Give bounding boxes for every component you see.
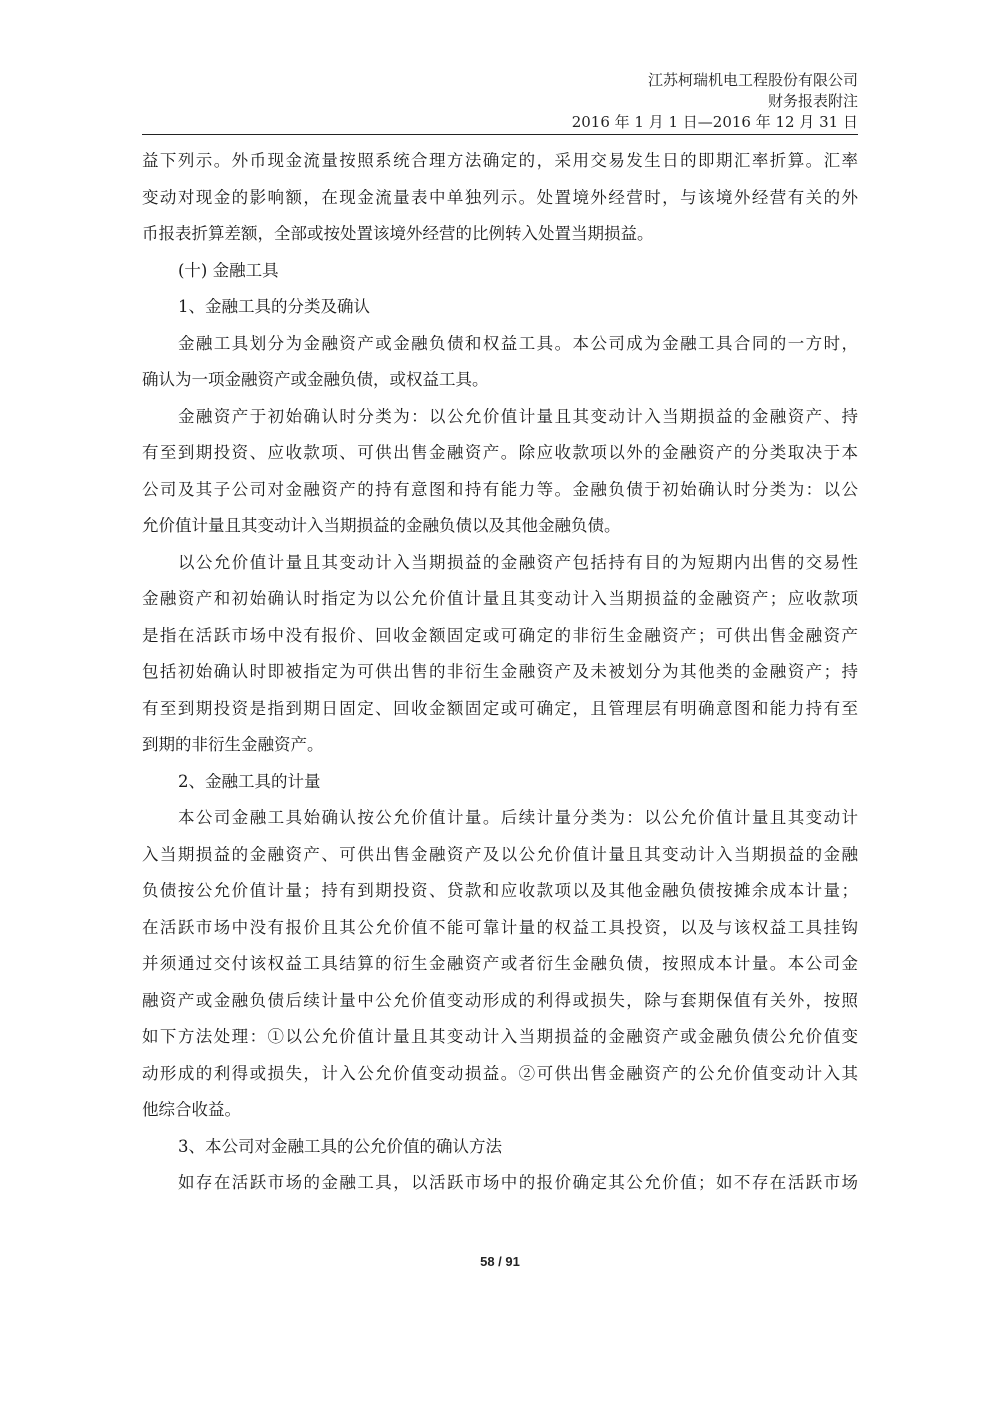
subsection-heading: 3、本公司对金融工具的公允价值的确认方法	[178, 1136, 502, 1156]
header-divider	[142, 134, 858, 135]
subsection-heading: 2、金融工具的计量	[178, 771, 321, 791]
body-line: 公司及其子公司对金融资产的持有意图和持有能力等。金融负债于初始确认时分类为：以公	[142, 479, 858, 499]
company-name: 江苏柯瑞机电工程股份有限公司	[647, 71, 858, 89]
body-line: 金融工具划分为金融资产或金融负债和权益工具。本公司成为金融工具合同的一方时，	[178, 333, 858, 353]
body-line: 以公允价值计量且其变动计入当期损益的金融资产包括持有目的为短期内出售的交易性	[178, 552, 858, 572]
page-header	[572, 70, 858, 133]
body-line: 变动对现金的影响额，在现金流量表中单独列示。处置境外经营时，与该境外经营有关的外	[142, 187, 858, 207]
body-line: 他综合收益。	[142, 1100, 241, 1119]
body-line: 负债按公允价值计量；持有到期投资、贷款和应收款项以及其他金融负债按摊余成本计量；	[142, 881, 858, 900]
document-body	[142, 143, 858, 1202]
body-line: 如下方法处理：①以公允价值计量且其变动计入当期损益的金融资产或金融负债公允价值变	[142, 1027, 858, 1046]
section-heading: (十) 金融工具	[178, 260, 279, 280]
body-line: 金融资产于初始确认时分类为：以公允价值计量且其变动计入当期损益的金融资产、持	[178, 406, 858, 426]
body-line: 如存在活跃市场的金融工具，以活跃市场中的报价确定其公允价值；如不存在活跃市场	[178, 1173, 858, 1192]
body-line: 有至到期投资是指到期日固定、回收金额固定或可确定，且管理层有明确意图和能力持有至	[142, 698, 858, 718]
body-line: 本公司金融工具始确认按公允价值计量。后续计量分类为：以公允价值计量且其变动计	[178, 808, 858, 827]
body-line: 动形成的利得或损失，计入公允价值变动损益。②可供出售金融资产的公允价值变动计入其	[142, 1063, 858, 1083]
body-line: 在活跃市场中没有报价且其公允价值不能可靠计量的权益工具投资，以及与该权益工具挂钩	[142, 917, 858, 937]
body-line: 益下列示。外币现金流量按照系统合理方法确定的，采用交易发生日的即期汇率折算。汇率	[142, 151, 858, 170]
subsection-heading: 1、金融工具的分类及确认	[178, 297, 370, 316]
body-line: 并须通过交付该权益工具结算的衍生金融资产或者衍生金融负债，按照成本计量。本公司金	[142, 954, 858, 973]
body-line: 包括初始确认时即被指定为可供出售的非衍生金融资产及未被划分为其他类的金融资产；持	[142, 662, 858, 681]
body-line: 确认为一项金融资产或金融负债，或权益工具。	[142, 370, 489, 389]
body-line: 是指在活跃市场中没有报价、回收金额固定或可确定的非衍生金融资产；可供出售金融资产	[142, 625, 858, 645]
body-line: 入当期损益的金融资产、可供出售金融资产及以公允价值计量且其变动计入当期损益的金融	[142, 844, 858, 864]
body-line: 融资产或金融负债后续计量中公允价值变动形成的利得或损失，除与套期保值有关外，按照	[142, 990, 858, 1010]
body-line: 有至到期投资、应收款项、可供出售金融资产。除应收款项以外的金融资产的分类取决于本	[142, 443, 858, 462]
body-line: 到期的非衍生金融资产。	[142, 735, 324, 754]
body-line: 允价值计量且其变动计入当期损益的金融负债以及其他金融负债。	[142, 516, 621, 535]
document-title: 财务报表附注	[767, 92, 858, 110]
body-line: 币报表折算差额，全部或按处置该境外经营的比例转入处置当期损益。	[142, 224, 654, 243]
body-line: 金融资产和初始确认时指定为以公允价值计量且其变动计入当期损益的金融资产；应收款项	[142, 589, 858, 608]
reporting-period: 2016 年 1 月 1 日—2016 年 12 月 31 日	[571, 113, 858, 131]
page-number: 58 / 91	[480, 1254, 520, 1269]
